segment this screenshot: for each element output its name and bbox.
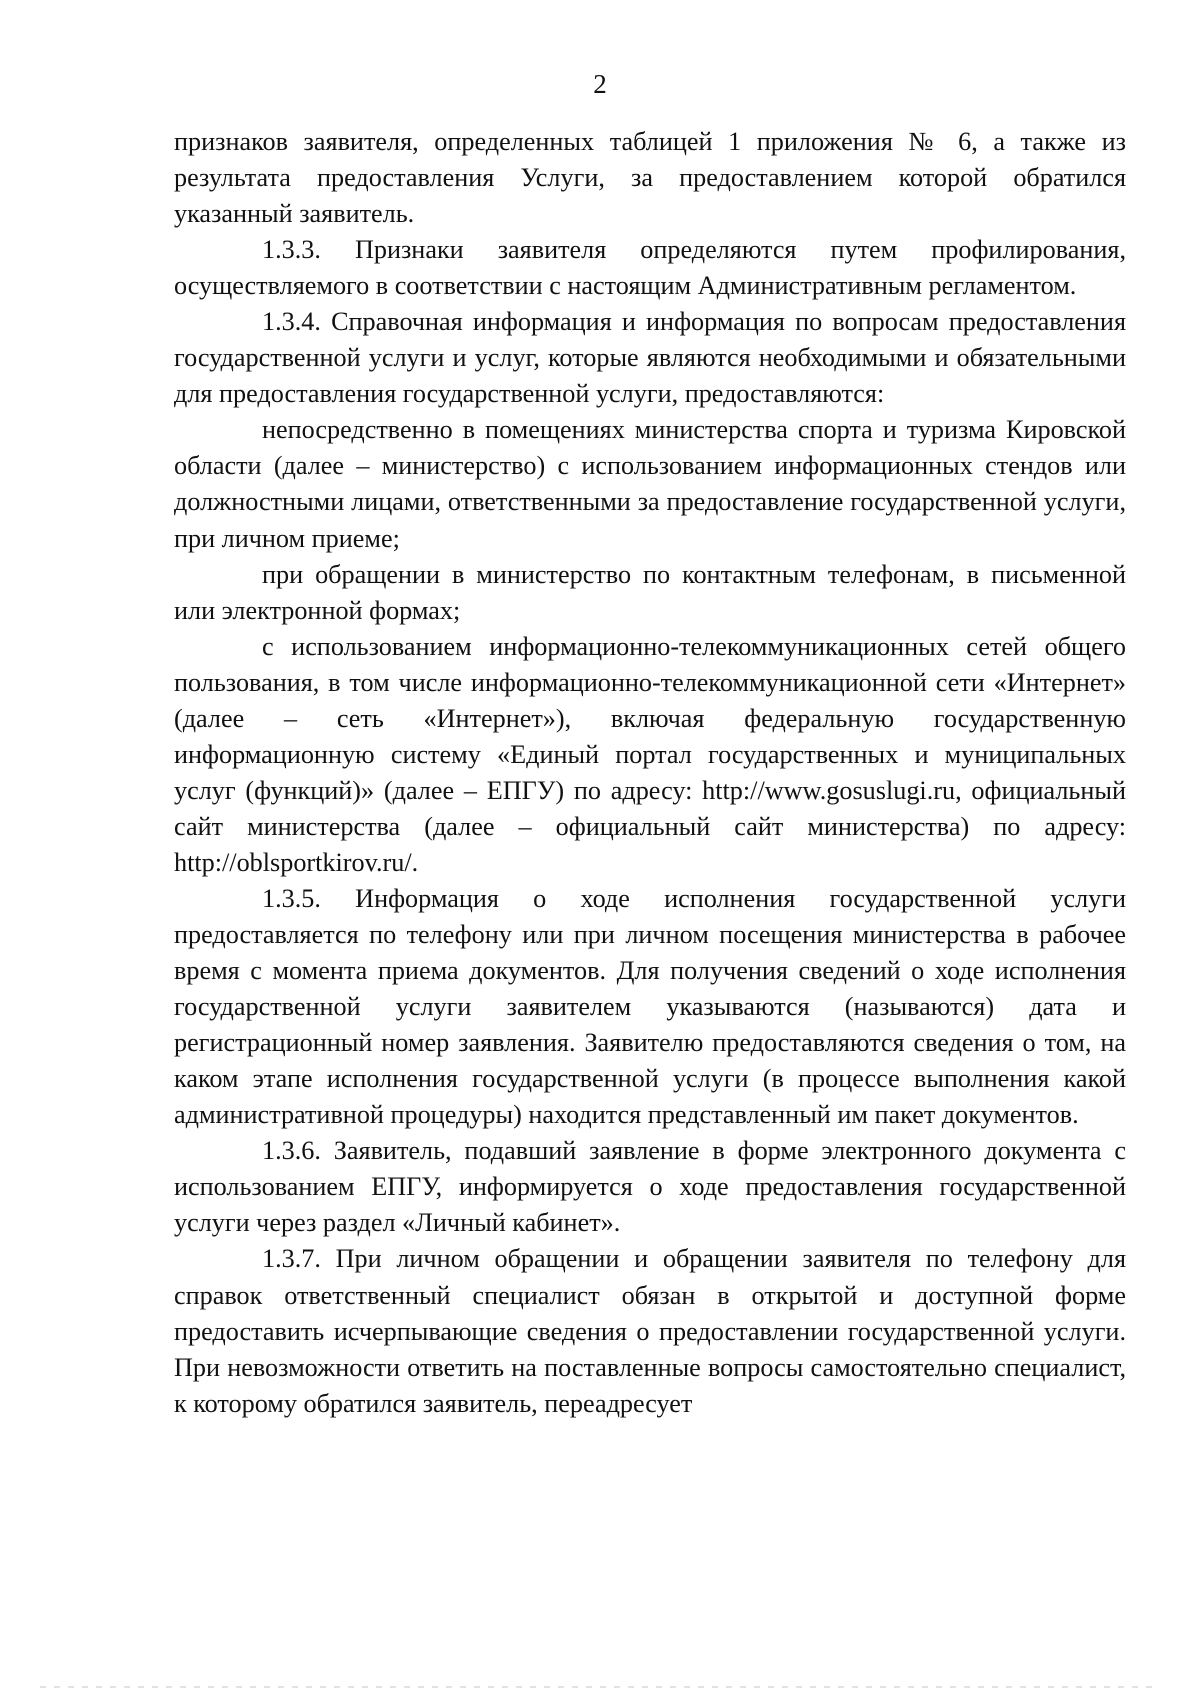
paragraph-in-person-info: непосредственно в помещениях министерства спорта и туризма Кировской области (далее – министерство) с использованием информационных стендов или должностными лицами, ответственными за предоставление государственной услуги, при личном приеме; — [174, 415, 1126, 553]
paragraph-internet-info: с использованием информационно-телекоммуникационных сетей общего пользования, в том числе информационно-телекоммуникационной сети «Интернет» (далее – сеть «Интернет»), включая федеральную государственную информационную систему «Единый портал государственных и муниципальных услуг (функций)» (далее – ЕПГУ) по адресу: http://www.gosuslugi.ru, официальный сайт министерства (далее – официальный сайт министерства) по адресу: http://oblsportkirov.ru/. — [174, 631, 1126, 877]
page-number: 2 — [593, 69, 607, 99]
paragraph-1-3-5: 1.3.5. Информация о ходе исполнения государственной услуги предоставляется по телефону или при личном посещения министерства в рабочее время с момента приема документов. Для получения сведений о ходе исполнения государственной услуги заявителем указываются (называются) дата и регистрационный номер заявления. Заявителю предоставляются сведения о том, на каком этапе исполнения государственной услуги (в процессе выполнения какой административной процедуры) находится представленный им пакет документов. — [174, 883, 1126, 1130]
paragraph-continuation: признаков заявителя, определенных таблицей 1 приложения № 6, а также из результата предоставления Услуги, за предоставлением которой обратился указанный заявитель. — [174, 127, 1126, 229]
scan-edge-artifact — [40, 1686, 1160, 1688]
paragraph-1-3-6: 1.3.6. Заявитель, подавший заявление в форме электронного документа с использованием ЕПГУ, информируется о ходе предоставления государственной услуги через раздел «Личный кабинет». — [174, 1136, 1126, 1238]
paragraph-1-3-3: 1.3.3. Признаки заявителя определяются путем профилирования, осуществляемого в соответствии с настоящим Административным регламентом. — [174, 235, 1126, 301]
document-body — [174, 124, 1126, 1422]
paragraph-phone-info: при обращении в министерство по контактным телефонам, в письменной или электронной формах; — [174, 559, 1126, 625]
paragraph-1-3-4: 1.3.4. Справочная информация и информация по вопросам предоставления государственной услуги и услуг, которые являются необходимыми и обязательными для предоставления государственной услуги, предоставляются: — [174, 307, 1126, 409]
paragraph-1-3-7: 1.3.7. При личном обращении и обращении заявителя по телефону для справок ответственный специалист обязан в открытой и доступной форме предоставить исчерпывающие сведения о предоставлении государственной услуги. При невозможности ответить на поставленные вопросы самостоятельно специалист, к которому обратился заявитель, переадресует — [174, 1244, 1126, 1418]
